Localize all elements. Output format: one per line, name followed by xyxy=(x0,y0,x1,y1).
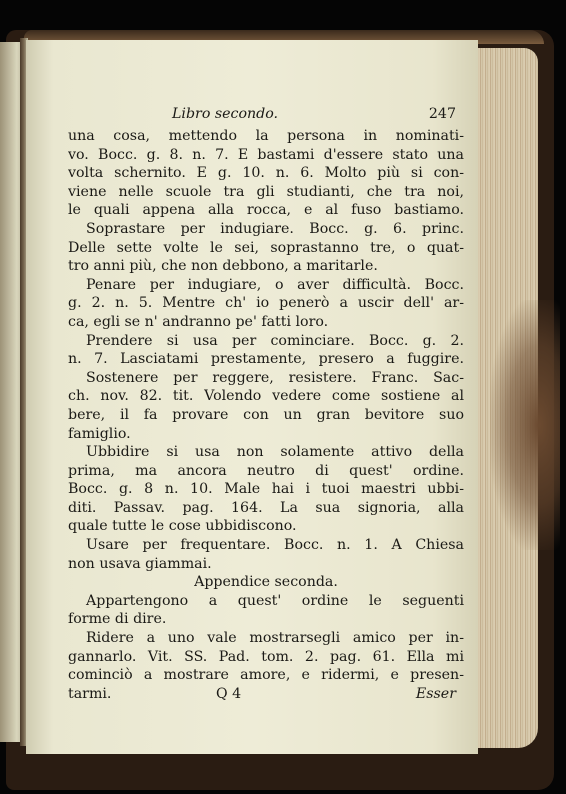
text-line: Ridere a uno vale mostrarsegli amico per in- xyxy=(86,630,464,647)
text-line: quale tutte le cose ubbidiscono. xyxy=(68,518,297,535)
text-line: gannarlo. Vit. SS. Pad. tom. 2. pag. 61. Ella mi xyxy=(68,648,464,665)
text-line: non usava giammai. xyxy=(68,555,212,572)
last-line: tarmi. xyxy=(68,685,112,702)
running-head: Libro secondo. xyxy=(172,106,279,122)
text-line: diti. Passav. pag. 164. La sua signoria, alla xyxy=(68,499,464,516)
text-line: ch. nov. 82. tit. Volendo vedere come sostiene al xyxy=(68,388,464,405)
text-line: forme di dire. xyxy=(68,611,167,628)
text-line: Appendice seconda. xyxy=(194,574,338,591)
text-line: Usare per frequentare. Bocc. n. 1. A Chiesa xyxy=(86,537,464,554)
text-line: volta schernito. E g. 10. n. 6. Molto più si con- xyxy=(68,165,464,182)
text-line: Delle sette volte le sei, soprastanno tre, o quat- xyxy=(68,239,464,256)
text-line: cominciò a mostrare amore, e ridermi, e presen- xyxy=(68,667,464,684)
text-line: prima, ma ancora neutro di quest' ordine. xyxy=(68,462,464,479)
text-line: Prendere si usa per cominciare. Bocc. g. 2. xyxy=(86,332,464,349)
text-line: vo. Bocc. g. 8. n. 7. E bastami d'essere stato una xyxy=(68,146,464,163)
text-line: Ubbidire si usa non solamente attivo della xyxy=(86,444,464,461)
text-line: Appartengono a quest' ordine le seguenti xyxy=(86,592,464,609)
page-number: 247 xyxy=(428,106,456,122)
body-text xyxy=(68,127,464,685)
text-line: Penare per indugiare, o aver difficultà. Bocc. xyxy=(86,276,464,293)
page-edge-stain xyxy=(490,300,560,550)
text-line: g. 2. n. 5. Mentre ch' io penerò a uscir dell' ar- xyxy=(68,295,464,312)
text-line: Bocc. g. 8 n. 10. Male hai i tuoi maestri ubbi- xyxy=(68,481,464,498)
page-text-block xyxy=(68,105,464,703)
text-line: una cosa, mettendo la persona in nominati- xyxy=(68,128,464,144)
catchword: Esser xyxy=(415,685,456,702)
text-line: Sostenere per reggere, resistere. Franc. Sac- xyxy=(86,369,464,386)
text-line: tro anni più, che non debbono, a maritarle. xyxy=(68,258,378,275)
page-header xyxy=(68,105,464,127)
signature-mark: Q 4 xyxy=(216,685,242,702)
page-footer xyxy=(68,685,464,704)
text-line: le quali appena alla rocca, e al fuso bastiamo. xyxy=(68,202,464,219)
text-line: Soprastare per indugiare. Bocc. g. 6. princ. xyxy=(86,220,464,237)
text-line: ca, egli se n' andranno pe' fatti loro. xyxy=(68,313,329,330)
text-line: n. 7. Lasciatami prestamente, presero a fuggire. xyxy=(68,351,464,368)
text-line: famiglio. xyxy=(68,425,131,442)
text-line: bere, il fa provare con un gran bevitore suo xyxy=(68,406,464,423)
text-line: viene nelle scuole tra gli studianti, che tra noi, xyxy=(68,183,464,200)
